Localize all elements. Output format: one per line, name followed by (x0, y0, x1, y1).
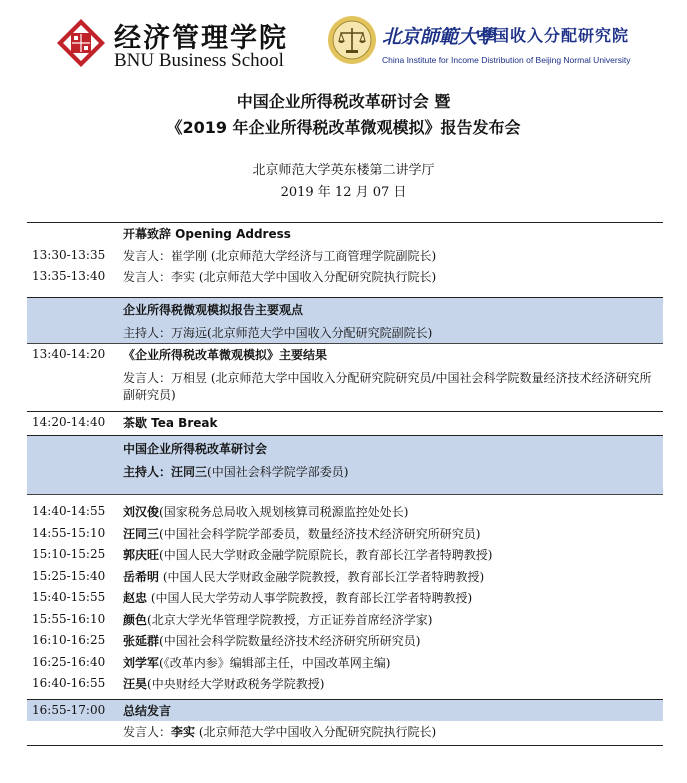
row-time: 16:25-16:40 (32, 654, 106, 669)
speaker-desc: (国家税务总局收入规划核算司税源监控处处长) (159, 505, 409, 519)
speaker-desc: (中央财经大学财政税务学院教授) (147, 677, 325, 691)
row-time: 16:40-16:55 (32, 676, 106, 690)
institute-seal-logo (327, 15, 377, 65)
opening-header-row (27, 223, 663, 245)
session1-host-row (27, 322, 663, 344)
table-row (27, 630, 663, 652)
speaker-desc: (中国人民大学财政金融学院原院长，教育部长江学者特聘教授) (159, 548, 493, 562)
table-row (27, 721, 663, 745)
table-row (27, 609, 663, 631)
session1-result: 《企业所得税改革微观模拟》主要结果 (123, 348, 328, 362)
row-time: 15:10-15:25 (32, 547, 106, 561)
speaker-name: 刘学军 (123, 655, 160, 670)
session2-title-row (27, 436, 663, 460)
row-time: 13:30-13:35 (32, 247, 106, 262)
session2-title: 中国企业所得税改革研讨会 (123, 442, 268, 456)
row-text (123, 676, 659, 693)
institute-university-calligraphy: 北京師範大學 (382, 26, 497, 48)
speaker-desc: (中国人民大学财政金融学院教授，教育部长江学者特聘教授) (159, 569, 485, 584)
speaker-desc: (中国人民大学劳动人事学院教授，教育部长江学者特聘教授) (147, 591, 473, 605)
session2-host-label: 主持人：汪同三 (123, 465, 208, 479)
row-text (123, 569, 659, 586)
row-time: 14:20-14:40 (32, 415, 106, 429)
page-header (0, 0, 687, 80)
table-row (27, 587, 663, 609)
session2-host (123, 464, 659, 481)
row-time: 15:40-15:55 (32, 590, 106, 604)
row-text (123, 504, 659, 521)
table-row (27, 652, 663, 674)
speaker-name: 颜色 (123, 612, 148, 627)
speaker-desc: (北京大学光华管理学院教授，方正证券首席经济学家) (147, 612, 433, 627)
row-time: 15:55-16:10 (32, 611, 106, 626)
row-text (123, 590, 659, 607)
opening-title: 开幕致辞 Opening Address (123, 227, 291, 241)
row-time: 14:55-15:10 (32, 525, 106, 540)
table-row (27, 501, 663, 523)
row-time: 14:40-14:55 (32, 504, 106, 518)
school-name-en: BNU Business School (114, 50, 284, 71)
tea-break-text: 茶歇 Tea Break (123, 416, 218, 430)
table-row (27, 673, 663, 695)
divider (27, 745, 663, 746)
table-row (27, 367, 663, 411)
row-text (123, 612, 659, 629)
tea-break-row (27, 412, 663, 435)
row-text: 发言人：崔学刚 (北京师范大学经济与工商管理学院副院长) (123, 248, 437, 263)
row-time: 16:55-17:00 (32, 702, 106, 717)
event-venue: 北京师范大学英东楼第二讲学厅 (252, 163, 435, 178)
row-time: 13:40-14:20 (32, 347, 106, 361)
closing-title: 总结发言 (123, 703, 172, 718)
speaker-name: 赵忠 (123, 591, 148, 605)
speaker-desc: (《改革内参》编辑部主任，中国改革网主编) (159, 655, 391, 670)
row-text (123, 633, 659, 650)
institute-name-en: China Institute for Income Distribution of Beijing Normal University (382, 55, 631, 65)
closing-speaker-detail: (北京师范大学中国收入分配研究院执行院长) (195, 724, 437, 739)
closing-speaker-label: 发言人： (123, 724, 172, 739)
schedule-table (27, 222, 663, 746)
speaker-name: 岳希明 (123, 569, 160, 584)
table-row (27, 344, 663, 367)
closing-title-row (27, 700, 663, 721)
speaker-desc: (中国社会科学院学部委员，数量经济技术经济研究所研究员) (159, 526, 481, 541)
row-text (123, 724, 659, 741)
speaker-name: 张延群 (123, 634, 160, 648)
closing-speaker-name: 李实 (171, 724, 196, 739)
event-title-line1: 中国企业所得税改革研讨会 暨 (236, 92, 451, 111)
session1-speaker: 发言人：万相昱 (北京师范大学中国收入分配研究院研究员/中国社会科学院数量经济技术经济研究所副研究员) (123, 371, 652, 402)
table-row (27, 266, 663, 288)
speaker-name: 郭庆旺 (123, 548, 160, 562)
row-time: 15:25-15:40 (32, 568, 106, 583)
row-text (123, 655, 659, 672)
table-row (27, 566, 663, 588)
session2-host-row (27, 460, 663, 494)
session1-title: 企业所得税微观模拟报告主要观点 (123, 302, 304, 317)
event-date: 2019 年 12 月 07 日 (280, 185, 407, 200)
row-text: 发言人：李实 (北京师范大学中国收入分配研究院执行院长) (123, 270, 437, 284)
school-name-cn: 经济管理学院 (114, 23, 288, 54)
session1-title-row (27, 298, 663, 322)
speaker-name: 刘汉俊 (123, 505, 160, 519)
table-row (27, 523, 663, 545)
row-time: 13:35-13:40 (32, 269, 106, 283)
row-time: 16:10-16:25 (32, 633, 106, 647)
table-row (27, 245, 663, 267)
row-text (123, 547, 659, 564)
speaker-desc: (中国社会科学院数量经济技术经济研究所研究员) (159, 634, 421, 648)
bnu-business-school-logo (56, 18, 106, 68)
institute-name-cn: 中国收入分配研究院 (476, 26, 630, 45)
session1-host: 主持人：万海远(北京师范大学中国收入分配研究院副院长) (123, 325, 433, 340)
row-text (123, 526, 659, 543)
session2-host-detail: (中国社会科学院学部委员) (207, 465, 349, 479)
speaker-name: 汪昊 (123, 677, 148, 691)
event-title-line2: 《2019 年企业所得税改革微观模拟》报告发布会 (166, 118, 521, 137)
speaker-name: 汪同三 (123, 526, 160, 541)
table-row (27, 544, 663, 566)
